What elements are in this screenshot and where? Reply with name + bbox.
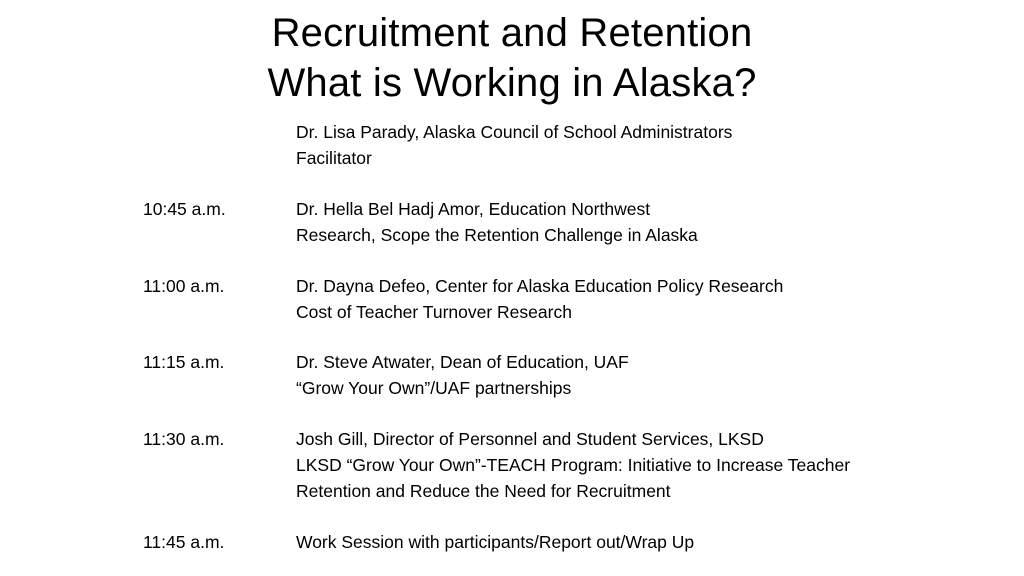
agenda-details	[296, 119, 996, 171]
agenda-details	[296, 349, 996, 401]
agenda-topic: Cost of Teacher Turnover Research	[296, 302, 572, 322]
agenda-details	[296, 273, 996, 325]
agenda-time: 11:45 a.m.	[143, 532, 225, 552]
agenda-speaker: Dr. Dayna Defeo, Center for Alaska Education Policy Research	[296, 276, 784, 296]
agenda-topic: Research, Scope the Retention Challenge in Alaska	[296, 225, 698, 245]
agenda-time: 11:30 a.m.	[143, 429, 225, 449]
agenda-topic: LKSD “Grow Your Own”-TEACH Program: Initiative to Increase Teacher	[296, 455, 851, 475]
agenda-speaker: Dr. Lisa Parady, Alaska Council of School Administrators	[296, 122, 733, 142]
agenda-details	[296, 196, 996, 248]
agenda-speaker: Dr. Steve Atwater, Dean of Education, UAF	[296, 352, 629, 372]
agenda-speaker: Josh Gill, Director of Personnel and Student Services, LKSD	[296, 429, 764, 449]
agenda-time: 11:15 a.m.	[143, 352, 225, 372]
agenda-details	[296, 529, 996, 555]
agenda-time: 11:00 a.m.	[143, 276, 225, 296]
slide-title	[0, 8, 1024, 108]
title-line-2: What is Working in Alaska?	[267, 61, 757, 105]
agenda-topic: Work Session with participants/Report out/Wrap Up	[296, 532, 695, 552]
agenda-speaker: Dr. Hella Bel Hadj Amor, Education Northwest	[296, 199, 651, 219]
agenda-topic-continued: Retention and Reduce the Need for Recruitment	[296, 481, 671, 501]
agenda-topic: Facilitator	[296, 148, 372, 168]
agenda-time: 10:45 a.m.	[143, 199, 226, 219]
agenda-topic: “Grow Your Own”/UAF partnerships	[296, 378, 572, 398]
agenda-details	[296, 426, 996, 504]
title-line-1: Recruitment and Retention	[271, 11, 753, 55]
